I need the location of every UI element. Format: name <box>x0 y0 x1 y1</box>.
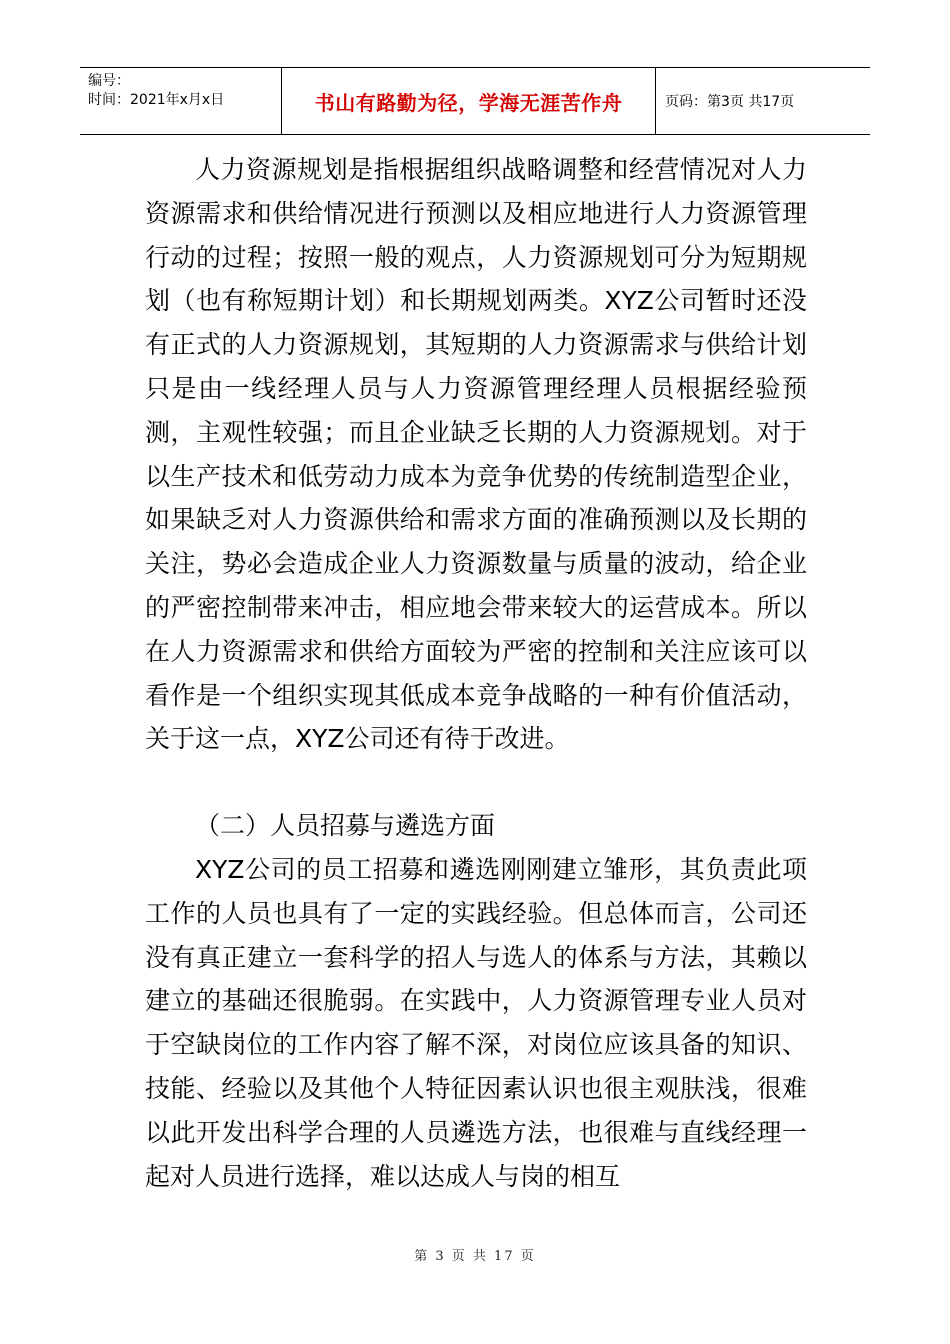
header-motto-cell <box>282 68 656 134</box>
footer-page-number: 第 3 页 共 17 页 <box>414 1249 536 1264</box>
document-body <box>145 148 807 1198</box>
document-header <box>80 67 870 135</box>
header-meta-cell <box>80 68 282 134</box>
paragraph-hr-planning: 人力资源规划是指根据组织战略调整和经营情况对人力资源需求和供给情况进行预测以及相应地进行人力资源管理行动的过程；按照一般的观点，人力资源规划可分为短期规划（也有称短期计划）和长期规划两类。XYZ公司暂时还没有正式的人力资源规划，其短期的人力资源需求与供给计划只是由一线经理人员与人力资源管理经理人员根据经验预测，主观性较强；而且企业缺乏长期的人力资源规划。对于以生产技术和低劳动力成本为竞争优势的传统制造型企业，如果缺乏对人力资源供给和需求方面的准确预测以及长期的关注，势必会造成企业人力资源数量与质量的波动，给企业的严密控制带来冲击，相应地会带来较大的运营成本。所以在人力资源需求和供给方面较为严密的控制和关注应该可以看作是一个组织实现其低成本竞争战略的一种有价值活动，关于这一点，XYZ公司还有待于改进。 <box>145 155 807 754</box>
document-number-label: 编号： <box>88 73 130 89</box>
header-page-cell <box>656 68 870 134</box>
header-page-info: 页码：第3页 共17页 <box>665 94 795 110</box>
section-heading-recruitment: （二）人员招募与遴选方面 <box>195 811 496 841</box>
paragraph-recruitment: XYZ公司的员工招募和遴选刚刚建立雏形，其负责此项工作的人员也具有了一定的实践经验。但总体而言，公司还没有真正建立一套科学的招人与选人的体系与方法，其赖以建立的基础还很脆弱。在实践中，人力资源管理专业人员对于空缺岗位的工作内容了解不深，对岗位应该具备的知识、技能、经验以及其他个人特征因素认识也很主观肤浅，很难以此开发出科学合理的人员遴选方法，也很难与直线经理一起对人员进行选择，难以达成人与岗的相互 <box>145 854 807 1191</box>
document-time-label: 时间：2021年x月x日 <box>88 92 225 108</box>
page-footer <box>0 1245 950 1264</box>
header-motto: 书山有路勤为径，学海无涯苦作舟 <box>314 90 623 115</box>
